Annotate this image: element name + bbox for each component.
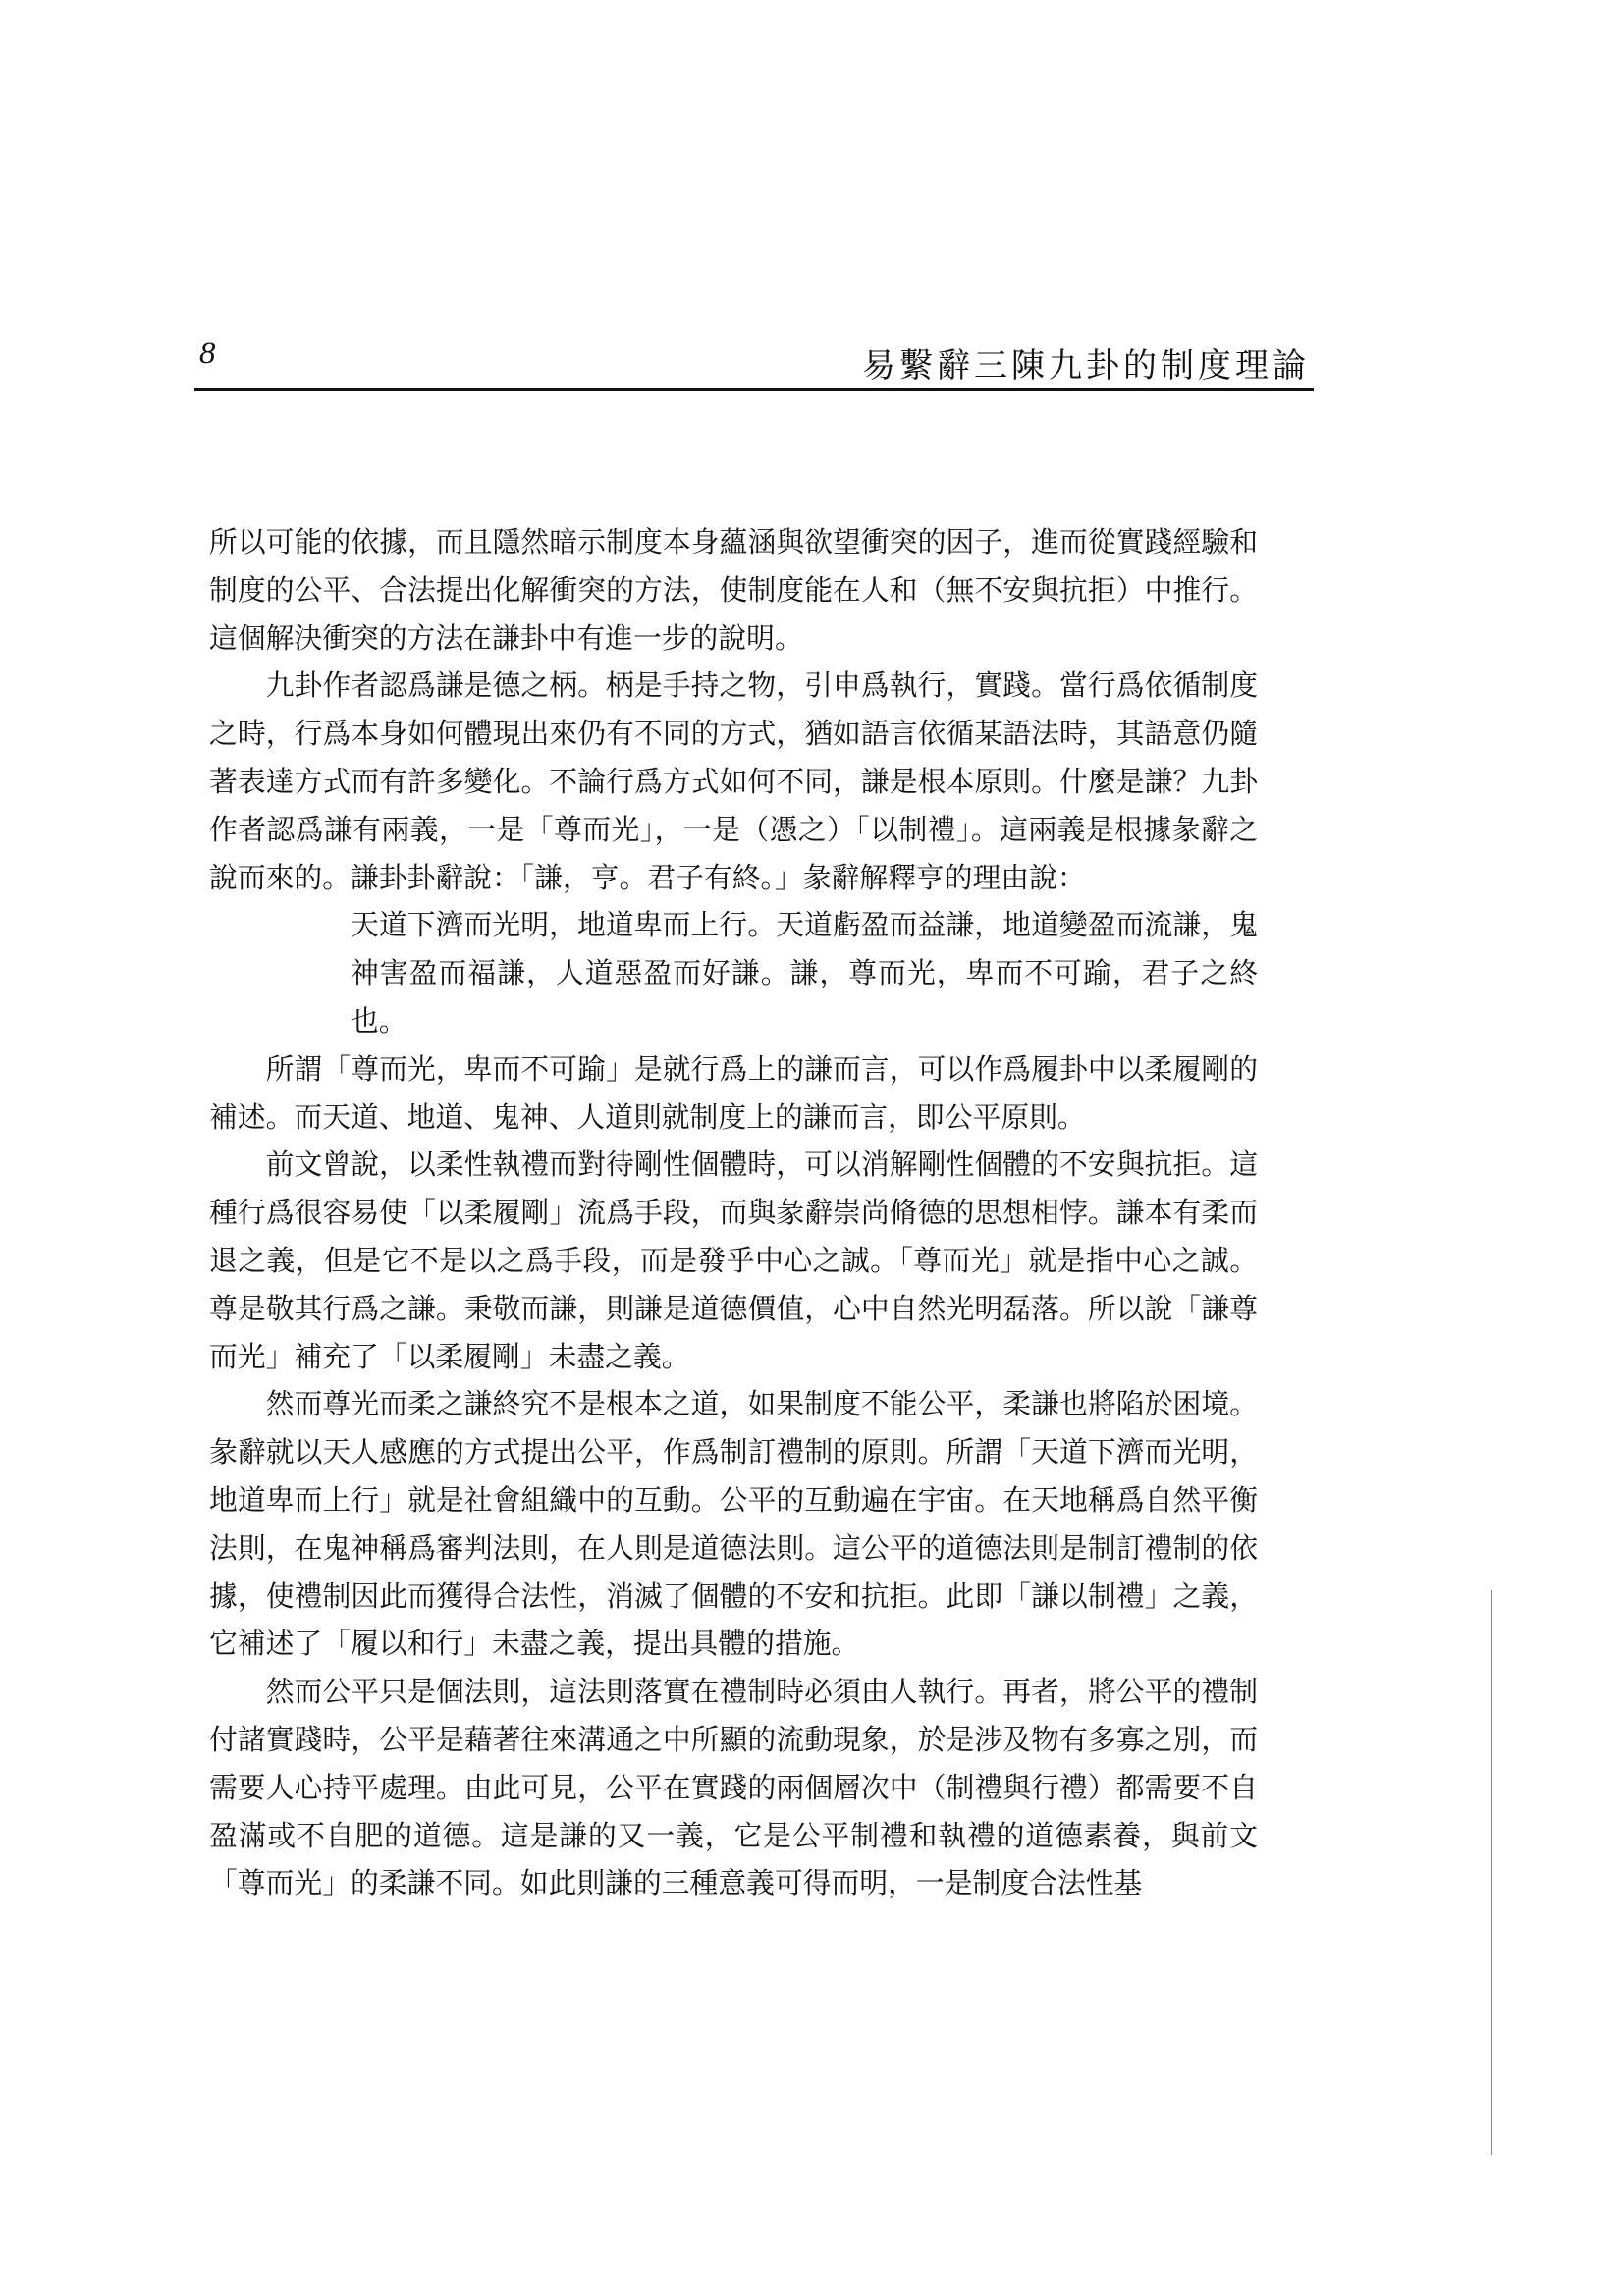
paragraph-1: 所以可能的依據，而且隱然暗示制度本身蘊涵與欲望衝突的因子，進而從實踐經驗和制度的公平、合法提出化解衝突的方法，使制度能在人和（無不安與抗拒）中推行。這個解決衝突的方法在謙卦中有進一步的說明。 [209, 525, 1258, 655]
page-number: 8 [199, 336, 216, 371]
scan-margin-line [1491, 1590, 1492, 2155]
block-quote: 天道下濟而光明，地道卑而上行。天道虧盈而益謙，地道變盈而流謙，鬼神害盈而福謙，人道惡盈而好謙。謙，尊而光，卑而不可踰，君子之終也。 [351, 908, 1258, 1038]
running-head-title: 易繫辭三陳九卦的制度理論 [862, 347, 1310, 386]
paragraph-4: 前文曾說，以柔性執禮而對待剛性個體時，可以消解剛性個體的不安與抗拒。這種行爲很容易使「以柔履剛」流爲手段，而與彖辭崇尚脩德的思想相悖。謙本有柔而退之義，但是它不是以之爲手段，而是發乎中心之誠。「尊而光」就是指中心之誠。尊是敬其行爲之謙。秉敬而謙，則謙是道德價值，心中自然光明磊落。所以說「謙尊而光」補充了「以柔履剛」未盡之義。 [209, 1148, 1258, 1373]
paragraph-2: 九卦作者認爲謙是德之柄。柄是手持之物，引申爲執行，實踐。當行爲依循制度之時，行爲本身如何體現出來仍有不同的方式，猶如語言依循某語法時，其語意仍隨著表達方式而有許多變化。不論行爲方式如何不同，謙是根本原則。什麼是謙？九卦作者認爲謙有兩義，一是「尊而光」，一是（憑之）「以制禮」。這兩義是根據彖辭之說而來的。謙卦卦辭說：「謙，亨。君子有終。」彖辭解釋亨的理由說： [209, 668, 1258, 894]
paragraph-6: 然而公平只是個法則，這法則落實在禮制時必須由人執行。再者，將公平的禮制付諸實踐時，公平是藉著往來溝通之中所顯的流動現象，於是涉及物有多寡之別，而需要人心持平處理。由此可見，公平在實踐的兩個層次中（制禮與行禮）都需要不自盈滿或不自肥的道德。這是謙的又一義，它是公平制禮和執禮的道德素養，與前文「尊而光」的柔謙不同。如此則謙的三種意義可得而明，一是制度合法性基 [209, 1675, 1258, 1900]
paragraph-3: 所謂「尊而光，卑而不可踰」是就行爲上的謙而言，可以作爲履卦中以柔履剛的補述。而天道、地道、鬼神、人道則就制度上的謙而言，即公平原則。 [209, 1051, 1258, 1134]
paragraph-5: 然而尊光而柔之謙終究不是根本之道，如果制度不能公平，柔謙也將陷於困境。彖辭就以天人感應的方式提出公平，作爲制訂禮制的原則。所謂「天道下濟而光明，地道卑而上行」就是社會組織中的互動。公平的互動遍在宇宙。在天地稱爲自然平衡法則，在鬼神稱爲審判法則，在人則是道德法則。這公平的道德法則是制訂禮制的依據，使禮制因此而獲得合法性，消滅了個體的不安和抗拒。此即「謙以制禮」之義，它補述了「履以和行」未盡之義，提出具體的措施。 [209, 1387, 1258, 1661]
body-text [209, 518, 1258, 1907]
header-rule [194, 388, 1314, 391]
